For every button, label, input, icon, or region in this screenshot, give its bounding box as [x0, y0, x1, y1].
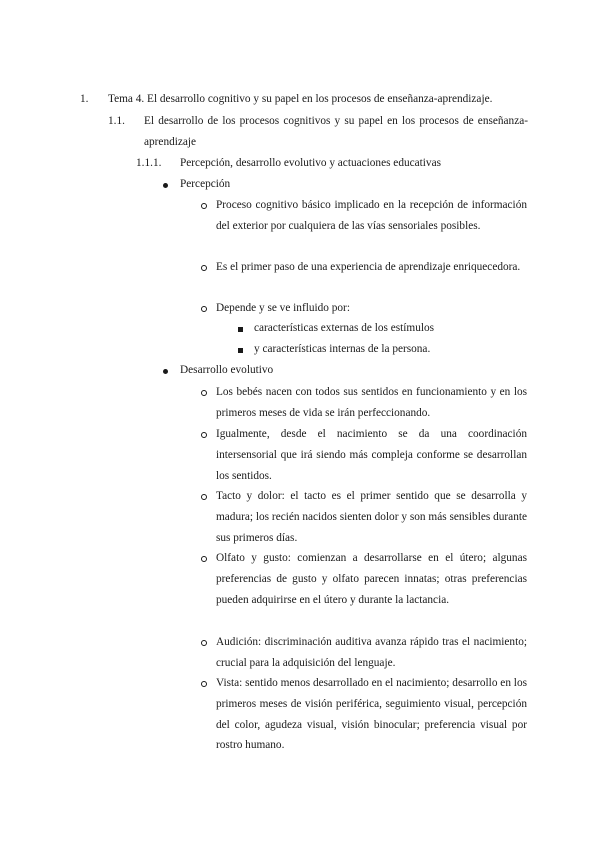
circle-bullet: [201, 390, 207, 396]
square-bullet: [238, 327, 243, 332]
circle-bullet: [201, 203, 207, 209]
list-item: Vista: sentido menos desarrollado en el nacimiento; desarrollo en los primeros meses de visión periférica, seguimiento visual, percepción del color, agudeza visual, visión binocular; preferencia visual por rostro humano.: [216, 677, 527, 752]
circle-bullet: [201, 556, 207, 562]
section-title-desarrollo: Desarrollo evolutivo: [180, 364, 274, 376]
circle-bullet: [201, 265, 207, 271]
disc-bullet: [163, 183, 168, 188]
heading-1-text: Tema 4. El desarrollo cognitivo y su papel en los procesos de enseñanza-aprendizaje.: [108, 93, 493, 105]
list-item: Depende y se ve influido por:: [216, 302, 350, 314]
list-item: Los bebés nacen con todos sus sentidos en funcionamiento y en los primeros meses de vida se irán perfeccionando.: [216, 386, 527, 419]
list-item: Audición: discriminación auditiva avanza rápido tras el nacimiento; crucial para la adquisición del lenguaje.: [216, 636, 527, 669]
list-item: Igualmente, desde el nacimiento se da una coordinación intersensorial que irá siendo más compleja conforme se desarrollan los sentidos.: [216, 428, 527, 482]
heading-3-text: Percepción, desarrollo evolutivo y actuaciones educativas: [180, 157, 441, 169]
list-item: Tacto y dolor: el tacto es el primer sentido que se desarrolla y madura; los recién nacidos sienten dolor y son más sensibles durante sus primeros días.: [216, 490, 527, 544]
list-item: Proceso cognitivo básico implicado en la recepción de información del exterior por cualquiera de las vías sensoriales posibles.: [216, 199, 527, 232]
heading-2-text: El desarrollo de los procesos cognitivos y su papel en los procesos de enseñanza-aprendizaje: [144, 115, 528, 148]
list-item: Olfato y gusto: comienzan a desarrollarse en el útero; algunas preferencias de gusto y olfato parecen innatas; otras preferencias pueden adquirirse en el útero y durante la lactancia.: [216, 552, 527, 606]
heading-1-number: 1.: [80, 93, 89, 105]
circle-bullet: [201, 306, 207, 312]
heading-3-number: 1.1.1.: [136, 157, 162, 169]
circle-bullet: [201, 681, 207, 687]
disc-bullet: [163, 369, 168, 374]
circle-bullet: [201, 640, 207, 646]
sub-list-item: características externas de los estímulos: [254, 322, 435, 334]
list-item: Es el primer paso de una experiencia de aprendizaje enriquecedora.: [216, 261, 521, 273]
sub-list-item: y características internas de la persona.: [254, 343, 431, 355]
square-bullet: [238, 348, 243, 353]
circle-bullet: [201, 432, 207, 438]
section-title-percepcion: Percepción: [180, 178, 231, 190]
heading-2-number: 1.1.: [108, 115, 125, 127]
circle-bullet: [201, 494, 207, 500]
